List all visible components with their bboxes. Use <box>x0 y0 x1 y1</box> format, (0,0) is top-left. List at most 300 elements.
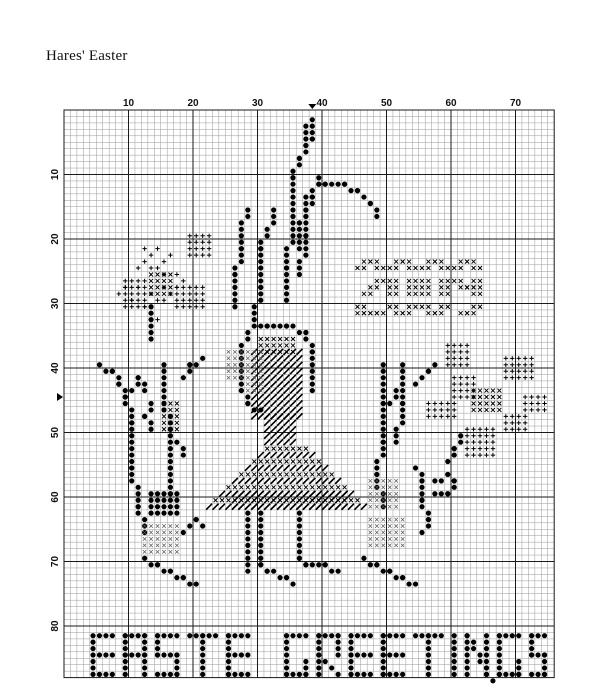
stitch-filled <box>394 388 399 393</box>
stitch-filled <box>245 511 250 516</box>
stitch-plus <box>123 292 127 296</box>
stitch-half <box>290 439 296 445</box>
stitch-filled <box>90 672 95 677</box>
stitch-filled <box>465 659 470 664</box>
stitch-cross <box>491 395 495 399</box>
stitch-plus <box>452 343 456 347</box>
stitch-light <box>375 492 379 496</box>
stitch-cross <box>156 292 160 296</box>
stitch-half <box>284 375 290 381</box>
stitch-cross <box>252 460 256 464</box>
stitch-filled <box>123 659 128 664</box>
stitch-light <box>401 544 405 548</box>
stitch-filled <box>284 278 289 283</box>
stitch-filled <box>355 188 360 193</box>
stitch-cross <box>420 279 424 283</box>
stitch-filled <box>142 652 147 657</box>
stitch-cross <box>246 485 250 489</box>
stitch-filled <box>303 214 308 219</box>
stitch-cross <box>355 498 359 502</box>
stitch-filled <box>394 652 399 657</box>
stitch-cross <box>452 279 456 283</box>
stitch-filled <box>323 633 328 638</box>
stitch-half <box>290 407 296 413</box>
stitch-plus <box>458 395 462 399</box>
stitch-filled <box>348 659 353 664</box>
stitch-half <box>271 452 277 458</box>
stitch-filled <box>484 659 489 664</box>
stitch-filled <box>161 511 166 516</box>
stitch-cross <box>426 260 430 264</box>
stitch-plus <box>465 356 469 360</box>
stitch-filled <box>168 465 173 470</box>
stitch-half <box>303 452 309 458</box>
stitch-plus <box>471 382 475 386</box>
stitch-half <box>296 465 302 471</box>
stitch-filled <box>413 581 418 586</box>
stitch-cross <box>426 311 430 315</box>
stitch-filled <box>284 672 289 677</box>
stitch-half <box>296 394 302 400</box>
stitch-filled <box>90 646 95 651</box>
stitch-half <box>296 368 302 374</box>
stitch-filled <box>161 375 166 380</box>
stitch-half <box>296 400 302 406</box>
stitch-cross <box>156 272 160 276</box>
stitch-filled <box>471 646 476 651</box>
stitch-filled <box>239 253 244 258</box>
stitch-cross <box>304 472 308 476</box>
stitch-filled <box>381 665 386 670</box>
stitch-half <box>271 439 277 445</box>
stitch-cross <box>368 285 372 289</box>
stitch-filled <box>497 665 502 670</box>
stitch-filled <box>297 536 302 541</box>
stitch-light <box>175 524 179 528</box>
stitch-half <box>258 400 264 406</box>
stitch-filled <box>323 182 328 187</box>
stitch-filled <box>258 536 263 541</box>
stitch-filled <box>194 362 199 367</box>
stitch-light <box>401 531 405 535</box>
stitch-cross <box>278 343 282 347</box>
stitch-half <box>290 452 296 458</box>
stitch-filled <box>432 478 437 483</box>
stitch-cross <box>323 485 327 489</box>
stitch-filled <box>174 665 179 670</box>
stitch-filled <box>303 227 308 232</box>
stitch-half <box>271 426 277 432</box>
stitch-filled <box>426 640 431 645</box>
stitch-cross <box>459 260 463 264</box>
stitch-plus <box>510 375 514 379</box>
stitch-filled <box>161 362 166 367</box>
stitch-half <box>264 452 270 458</box>
stitch-filled <box>239 382 244 387</box>
stitch-half <box>277 433 283 439</box>
stitch-plus <box>200 305 204 309</box>
stitch-cross <box>239 472 243 476</box>
stitch-light <box>369 518 373 522</box>
stitch-plus <box>504 421 508 425</box>
stitch-filled <box>529 672 534 677</box>
stitch-filled <box>290 182 295 187</box>
stitch-cross <box>459 266 463 270</box>
stitch-plus <box>142 279 146 283</box>
stitch-plus <box>465 363 469 367</box>
stitch-plus <box>465 375 469 379</box>
stitch-filled <box>297 330 302 335</box>
stitch-half <box>290 478 296 484</box>
stitch-half <box>284 439 290 445</box>
stitch-filled <box>439 633 444 638</box>
stitch-light <box>246 389 250 393</box>
stitch-filled <box>90 659 95 664</box>
stitch-filled <box>155 652 160 657</box>
stitch-cross <box>304 447 308 451</box>
stitch-filled <box>174 491 179 496</box>
stitch-light <box>162 544 166 548</box>
stitch-half <box>251 504 257 510</box>
stitch-filled <box>161 633 166 638</box>
stitch-cross <box>233 485 237 489</box>
stitch-plus <box>123 285 127 289</box>
stitch-filled <box>284 246 289 251</box>
stitch-filled <box>116 375 121 380</box>
stitch-cross <box>291 337 295 341</box>
stitch-plus <box>510 369 514 373</box>
stitch-filled <box>497 640 502 645</box>
stitch-filled <box>97 362 102 367</box>
stitch-filled <box>148 317 153 322</box>
stitch-filled <box>239 672 244 677</box>
stitch-filled <box>297 556 302 561</box>
stitch-light <box>175 544 179 548</box>
stitch-filled <box>232 652 237 657</box>
stitch-filled <box>271 214 276 219</box>
stitch-plus <box>181 285 185 289</box>
stitch-filled <box>181 446 186 451</box>
stitch-half <box>316 491 322 497</box>
stitch-filled <box>200 523 205 528</box>
stitch-filled <box>535 652 540 657</box>
stitch-light <box>388 537 392 541</box>
stitch-half <box>335 478 341 484</box>
stitch-half <box>303 478 309 484</box>
stitch-plus <box>149 253 153 257</box>
stitch-filled <box>265 569 270 574</box>
stitch-half <box>251 465 257 471</box>
stitch-filled <box>297 549 302 554</box>
stitch-half <box>309 465 315 471</box>
stitch-filled <box>110 369 115 374</box>
stitch-plus <box>491 440 495 444</box>
stitch-filled <box>316 672 321 677</box>
stitch-filled <box>374 562 379 567</box>
stitch-half <box>277 400 283 406</box>
stitch-filled <box>381 401 386 406</box>
stitch-filled <box>297 517 302 522</box>
stitch-cross <box>420 292 424 296</box>
stitch-half <box>296 349 302 355</box>
stitch-filled <box>381 394 386 399</box>
stitch-filled <box>361 556 366 561</box>
stitch-half <box>354 504 360 510</box>
stitch-light <box>162 537 166 541</box>
stitch-half <box>271 375 277 381</box>
stitch-filled <box>355 672 360 677</box>
stitch-filled <box>290 207 295 212</box>
stitch-filled <box>516 633 521 638</box>
stitch-filled <box>336 646 341 651</box>
stitch-filled <box>458 433 463 438</box>
stitch-half <box>284 452 290 458</box>
stitch-half <box>303 497 309 503</box>
stitch-filled <box>510 633 515 638</box>
stitch-filled <box>284 652 289 657</box>
stitch-half <box>290 504 296 510</box>
stitch-cross <box>452 266 456 270</box>
stitch-half <box>264 478 270 484</box>
stitch-half <box>284 381 290 387</box>
stitch-filled <box>394 672 399 677</box>
stitch-plus <box>471 440 475 444</box>
stitch-filled <box>452 659 457 664</box>
stitch-filled <box>374 459 379 464</box>
stitch-filled <box>200 640 205 645</box>
stitch-filled <box>426 646 431 651</box>
stitch-half <box>271 362 277 368</box>
stitch-light <box>369 544 373 548</box>
stitch-filled <box>497 672 502 677</box>
stitch-plus <box>200 234 204 238</box>
stitch-filled <box>400 369 405 374</box>
stitch-light <box>149 524 153 528</box>
stitch-half <box>342 497 348 503</box>
stitch-cross <box>414 305 418 309</box>
stitch-cross <box>368 311 372 315</box>
stitch-cross <box>278 337 282 341</box>
stitch-filled <box>168 652 173 657</box>
stitch-filled <box>452 452 457 457</box>
stitch-filled <box>290 188 295 193</box>
stitch-filled <box>271 220 276 225</box>
stitch-half <box>284 420 290 426</box>
stitch-cross <box>259 343 263 347</box>
stitch-plus <box>465 343 469 347</box>
stitch-filled <box>432 362 437 367</box>
stitch-filled <box>161 569 166 574</box>
stitch-filled <box>477 659 482 664</box>
stitch-plus <box>465 427 469 431</box>
stitch-cross <box>439 279 443 283</box>
stitch-plus <box>188 285 192 289</box>
stitch-filled <box>316 665 321 670</box>
stitch-light <box>227 357 231 361</box>
stitch-filled <box>213 633 218 638</box>
stitch-filled <box>142 672 147 677</box>
stitch-plus <box>465 453 469 457</box>
stitch-half <box>296 497 302 503</box>
stitch-filled <box>297 530 302 535</box>
stitch-cross <box>285 472 289 476</box>
stitch-filled <box>239 233 244 238</box>
stitch-half <box>271 504 277 510</box>
stitch-half <box>219 504 225 510</box>
stitch-filled <box>303 665 308 670</box>
stitch-cross <box>355 266 359 270</box>
stitch-plus <box>458 388 462 392</box>
stitch-filled <box>394 433 399 438</box>
stitch-plus <box>188 292 192 296</box>
stitch-half <box>277 452 283 458</box>
stitch-filled <box>200 356 205 361</box>
stitch-filled <box>200 672 205 677</box>
stitch-cross <box>407 279 411 283</box>
stitch-plus <box>142 292 146 296</box>
stitch-filled <box>245 207 250 212</box>
center-arrow-icon <box>57 393 63 401</box>
stitch-cross <box>239 485 243 489</box>
stitch-cross <box>272 337 276 341</box>
stitch-filled <box>168 446 173 451</box>
stitch-plus <box>504 363 508 367</box>
stitch-cross <box>439 285 443 289</box>
stitch-light <box>388 544 392 548</box>
stitch-filled <box>155 498 160 503</box>
stitch-light <box>394 479 398 483</box>
stitch-plus <box>458 350 462 354</box>
stitch-filled <box>284 265 289 270</box>
stitch-filled <box>187 362 192 367</box>
stitch-cross <box>259 472 263 476</box>
stitch-cross <box>478 285 482 289</box>
stitch-filled <box>168 478 173 483</box>
stitch-half <box>296 381 302 387</box>
stitch-cross <box>394 285 398 289</box>
stitch-filled <box>284 633 289 638</box>
stitch-plus <box>142 285 146 289</box>
stitch-cross <box>272 460 276 464</box>
stitch-filled <box>310 356 315 361</box>
stitch-half <box>296 362 302 368</box>
stitch-plus <box>194 253 198 257</box>
stitch-filled <box>258 517 263 522</box>
stitch-plus <box>136 285 140 289</box>
stitch-filled <box>168 504 173 509</box>
stitch-filled <box>252 407 257 412</box>
stitch-filled <box>284 659 289 664</box>
stitch-filled <box>290 214 295 219</box>
stitch-filled <box>232 291 237 296</box>
stitch-half <box>296 491 302 497</box>
stitch-half <box>277 394 283 400</box>
stitch-plus <box>523 369 527 373</box>
stitch-cross <box>414 285 418 289</box>
top-axis-label: 50 <box>380 98 393 109</box>
stitch-filled <box>542 665 547 670</box>
stitch-half <box>271 478 277 484</box>
stitch-half <box>271 491 277 497</box>
stitch-half <box>316 497 322 503</box>
stitch-filled <box>123 665 128 670</box>
stitch-half <box>303 465 309 471</box>
stitch-filled <box>297 523 302 528</box>
stitch-half <box>245 478 251 484</box>
stitch-plus <box>155 266 159 270</box>
stitch-cross <box>362 260 366 264</box>
stitch-plus <box>458 363 462 367</box>
stitch-half <box>284 388 290 394</box>
stitch-filled <box>129 440 134 445</box>
stitch-filled <box>381 382 386 387</box>
stitch-cross <box>401 260 405 264</box>
stitch-cross <box>439 292 443 296</box>
stitch-half <box>271 465 277 471</box>
stitch-light <box>375 544 379 548</box>
stitch-cross <box>272 485 276 489</box>
stitch-filled <box>297 672 302 677</box>
stitch-half <box>277 368 283 374</box>
stitch-cross <box>168 285 172 289</box>
stitch-filled <box>303 659 308 664</box>
stitch-half <box>290 420 296 426</box>
stitch-filled <box>258 278 263 283</box>
stitch-plus <box>162 298 166 302</box>
stitch-filled <box>200 659 205 664</box>
stitch-filled <box>129 388 134 393</box>
stitch-plus <box>471 427 475 431</box>
stitch-filled <box>445 491 450 496</box>
stitch-filled <box>503 633 508 638</box>
stitch-filled <box>458 440 463 445</box>
stitch-filled <box>232 633 237 638</box>
stitch-filled <box>136 504 141 509</box>
stitch-filled <box>245 652 250 657</box>
stitch-filled <box>316 182 321 187</box>
stitch-filled <box>426 665 431 670</box>
left-axis-label: 70 <box>50 555 61 568</box>
stitch-filled <box>361 633 366 638</box>
stitch-filled <box>245 549 250 554</box>
stitch-filled <box>374 214 379 219</box>
stitch-cross <box>472 285 476 289</box>
stitch-plus <box>207 246 211 250</box>
stitch-plus <box>162 259 166 263</box>
stitch-filled <box>381 659 386 664</box>
stitch-filled <box>258 285 263 290</box>
stitch-half <box>238 504 244 510</box>
stitch-cross <box>297 447 301 451</box>
stitch-light <box>252 350 256 354</box>
stitch-plus <box>517 427 521 431</box>
stitch-cross <box>491 389 495 393</box>
stitch-filled <box>439 478 444 483</box>
stitch-filled <box>174 652 179 657</box>
stitch-plus <box>426 408 430 412</box>
stitch-cross <box>491 408 495 412</box>
stitch-filled <box>290 175 295 180</box>
stitch-cross <box>291 350 295 354</box>
stitch-filled <box>394 440 399 445</box>
stitch-light <box>388 498 392 502</box>
stitch-cross <box>446 305 450 309</box>
stitch-filled <box>226 633 231 638</box>
stitch-filled <box>303 207 308 212</box>
stitch-filled <box>239 259 244 264</box>
stitch-cross <box>478 266 482 270</box>
stitch-filled <box>258 523 263 528</box>
